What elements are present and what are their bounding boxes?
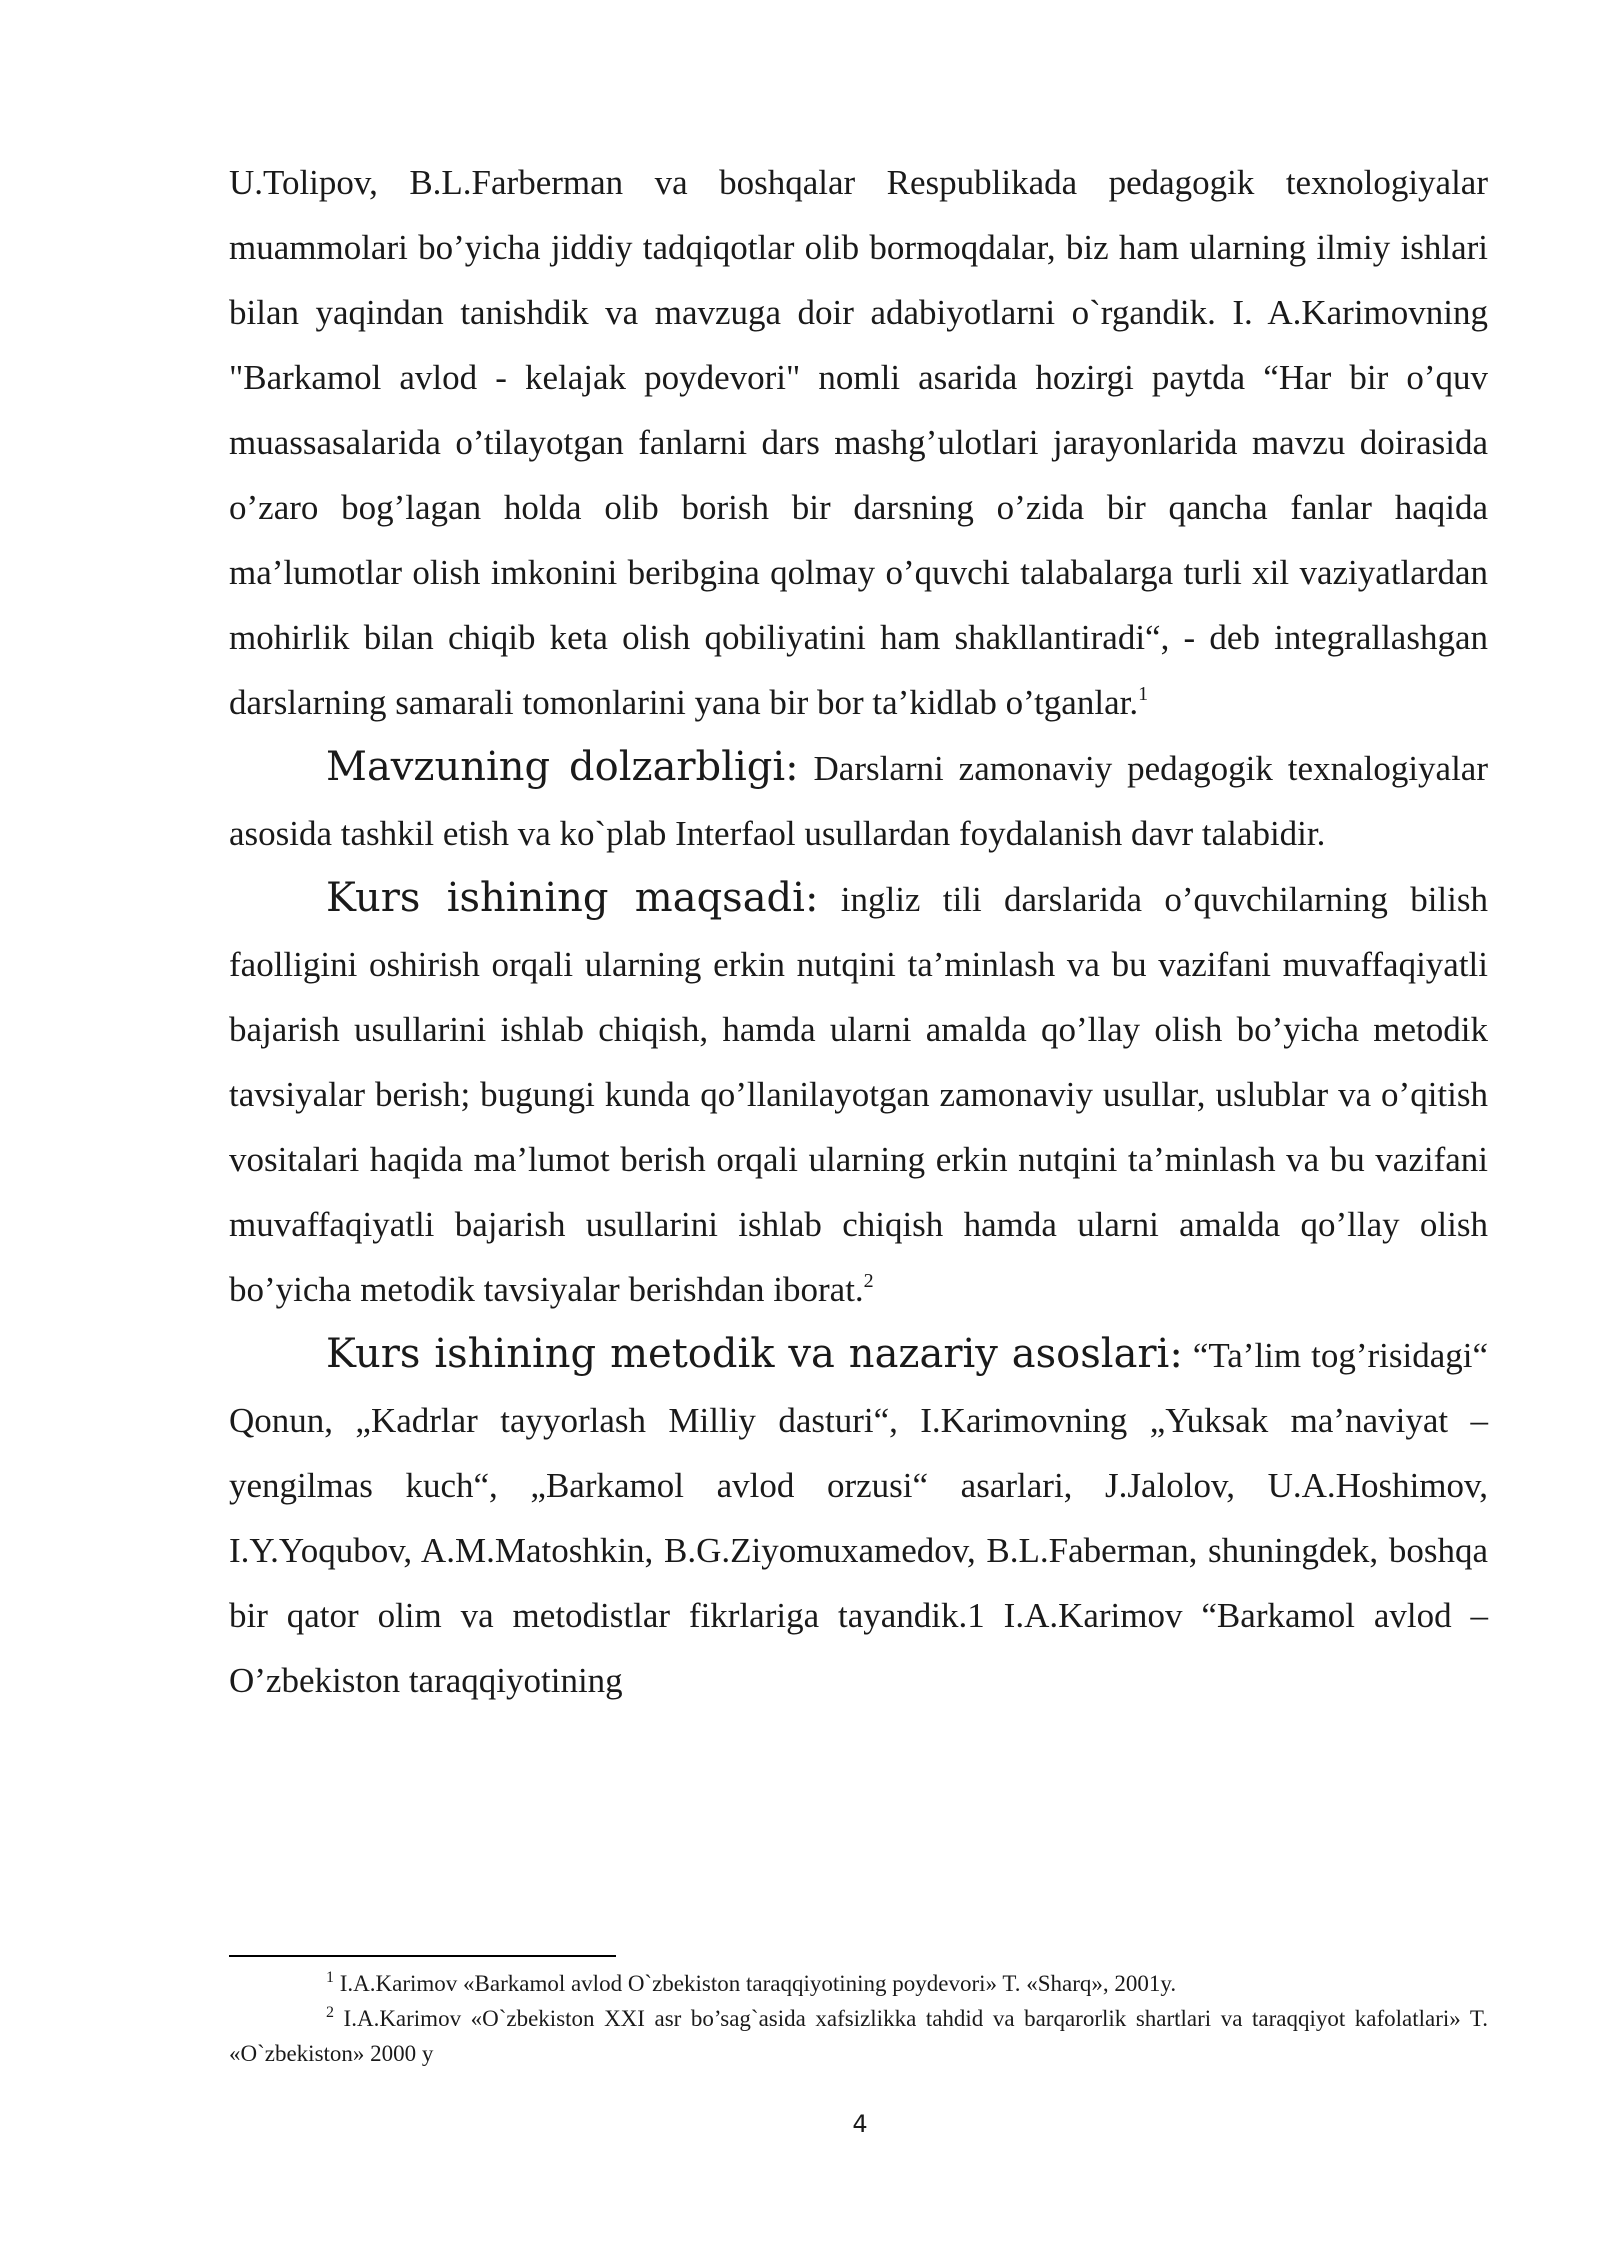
footnote (229, 1966, 1488, 2001)
footnote-number: 1 (326, 1969, 334, 1986)
footnotes (229, 1966, 1488, 2071)
footnote-text: I.A.Karimov «Barkamol avlod O`zbekiston taraqqiyotining poydevori» T. «Sharq», 2001y. (334, 1971, 1177, 1996)
footnote-number: 2 (326, 2004, 334, 2021)
section-heading: Mavzuning dolzarbligi: (326, 744, 799, 790)
paragraph-text: “Ta’lim tog’risidagi“ Qonun, „Kadrlar tayyorlash Milliy dasturi“, I.Karimovning „Yuksak ma’naviyat –yengilmas kuch“, „Barkamol avlod orzusi“ asarlari, J.Jalolov, U.A.Hoshimov, I.Y.Yoqubov, A.M.Matoshkin, B.G.Ziyomuxamedov, B.L.Faberman, shuningdek, boshqa bir qator olim va metodistlar fikrlariga tayandik.1 I.A.Karimov “Barkamol avlod – O’zbekiston taraqqiyotining (229, 1336, 1488, 1700)
page-number: 4 (852, 2110, 868, 2138)
paragraph-text: U.Tolipov, B.L.Farberman va boshqalar Respublikada pedagogik texnologiyalar muammolari bo’yicha jiddiy tadqiqotlar olib bormoqdalar, biz ham ularning ilmiy ishlari bilan yaqindan tanishdik va mavzuga doir adabiyotlarni o`rgandik. I. A.Karimovning "Barkamol avlod - kelajak poydevori" nomli asarida hozirgi paytda “Har bir o’quv muassasalarida o’tilayotgan fanlarni dars mashg’ulotlari jarayonlarida mavzu doirasida o’zaro bog’lagan holda olib borish bir darsning o’zida bir qancha fanlar haqida ma’lumotlar olish imkonini beribgina qolmay o’quvchi talabalarga turli xil vaziyatlardan mohirlik bilan chiqib keta olish qobiliyatini ham shakllantiradi“, - deb integrallashgan darslarning samarali tomonlarini yana bir bor ta’kidlab o’tganlar. (229, 163, 1488, 722)
section-heading: Kurs ishining maqsadi: (326, 875, 819, 921)
paragraph-relevance (229, 735, 1488, 866)
footnote-ref[interactable]: 2 (863, 1270, 874, 1292)
paragraph-text: Darslarni zamonaviy pedagogik texnalogiyalar asosida tashkil etish va ko`plab Interfaol usullardan foydalanish davr talabidir. (229, 749, 1488, 853)
paragraph-methodology (229, 1322, 1488, 1713)
footnote (229, 2001, 1488, 2071)
section-heading: Kurs ishining metodik va nazariy asoslari: (326, 1331, 1183, 1377)
footnote-ref[interactable]: 1 (1138, 683, 1149, 705)
footnote-text: I.A.Karimov «O`zbekiston XXI asr bo’sag`asida xafsizlikka tahdid va barqarorlik shartlari va taraqqiyot kafolatlari» T. «O`zbekiston» 2000 y (229, 2006, 1488, 2066)
footnote-separator (229, 1955, 616, 1957)
body-text (229, 150, 1488, 1713)
paragraph-goal (229, 866, 1488, 1322)
paragraph-intro (229, 150, 1488, 735)
paragraph-text: ingliz tili darslarida o’quvchilarning bilish faolligini oshirish orqali ularning erkin nutqini ta’minlash va bu vazifani muvaffaqiyatli bajarish usullarini ishlab chiqish, hamda ularni amalda qo’llay olish bo’yicha metodik tavsiyalar berish; bugungi kunda qo’llanilayotgan zamonaviy usullar, uslublar va o’qitish vositalari haqida ma’lumot berish orqali ularning erkin nutqini ta’minlash va bu vazifani muvaffaqiyatli bajarish usullarini ishlab chiqish hamda ularni amalda qo’llay olish bo’yicha metodik tavsiyalar berishdan iborat. (229, 880, 1488, 1309)
